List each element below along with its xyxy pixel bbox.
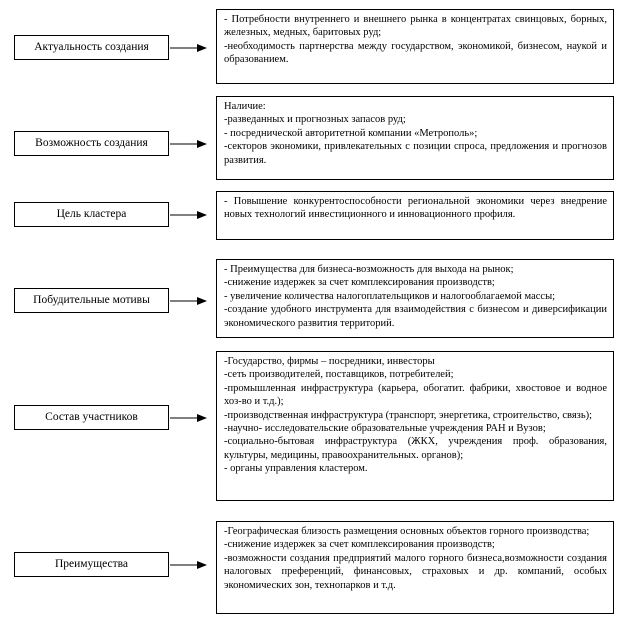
desc-line: - органы управления кластером. (224, 463, 368, 475)
desc-line: -секторов экономики, привлекательных с позиции спроса, предложения и прогнозов развития. (224, 141, 607, 166)
desc-participants (216, 351, 614, 501)
desc-line: -промышленная инфраструктура (карьера, обогатит. фабрики, хвостовое и водное хоз-во и т.д.); (224, 382, 607, 408)
desc-line: -снижение издержек за счет комплексирования производств; (224, 277, 495, 289)
label-goal (14, 202, 169, 227)
desc-line: - Повышение конкурентоспособности региональной экономики через внедрение новых технологий инвестиционного и инновационного профиля. (224, 196, 607, 221)
label-possibility (14, 131, 169, 156)
label-goal-text: Цель кластера (56, 207, 127, 220)
desc-line: -создание удобного инструмента для взаимодействия с бизнесом и диверсификации экономического развития территорий. (224, 304, 607, 329)
desc-goal (216, 191, 614, 240)
desc-line: -Географическая близость размещения основных объектов горного производства; (224, 526, 590, 537)
desc-line: -производственная инфраструктура (транспорт, энергетика, строительство, связь); (224, 409, 593, 421)
desc-line: -социально-бытовая инфраструктура (ЖКХ, учреждения проф. образования, культуры, медицины, правоохранительных. органов); (224, 436, 607, 461)
desc-line: - посреднической авторитетной компании «Метрополь»; (224, 127, 478, 139)
desc-line: - Преимущества для бизнеса-возможность для выхода на рынок; (224, 264, 514, 275)
label-advantages (14, 552, 169, 577)
desc-line: - Потребности внутреннего и внешнего рынка в концентратах свинцовых, борных, железных, медных, баритовых руд; (224, 14, 607, 39)
label-motives-text: Побудительные мотивы (33, 293, 150, 306)
desc-line: -необходимость партнерства между государством, экономикой, бизнесом, наукой и образованием. (224, 40, 607, 66)
desc-advantages (216, 521, 614, 614)
label-participants (14, 405, 169, 430)
label-advantages-text: Преимущества (54, 557, 129, 570)
desc-line: -Государство, фирмы – посредники, инвесторы (224, 356, 435, 367)
label-motives (14, 288, 169, 313)
label-relevance (14, 35, 169, 60)
desc-line: Наличие: (224, 101, 266, 112)
desc-relevance (216, 9, 614, 84)
label-possibility-text: Возможность создания (35, 136, 148, 149)
desc-possibility (216, 96, 614, 180)
desc-line: -возможности создания предприятий малого горного бизнеса,возможности создания налоговых преференций, финансовых, страховых и др. компаний, особых экономических зон, технопарков и т.д. (224, 552, 607, 591)
desc-line: -снижение издержек за счет комплексирования производств; (224, 539, 495, 551)
label-relevance-text: Актуальность создания (34, 40, 149, 53)
desc-line: -научно- исследовательские образовательные учреждения РАН и Вузов; (224, 423, 546, 435)
desc-line: -сеть производителей, поставщиков, потребителей; (224, 369, 454, 381)
label-participants-text: Состав участников (45, 410, 138, 423)
desc-line: -разведанных и прогнозных запасов руд; (224, 114, 406, 126)
desc-line: - увеличение количества налогоплательщиков и налогооблагаемой массы; (224, 290, 556, 302)
desc-motives (216, 259, 614, 338)
